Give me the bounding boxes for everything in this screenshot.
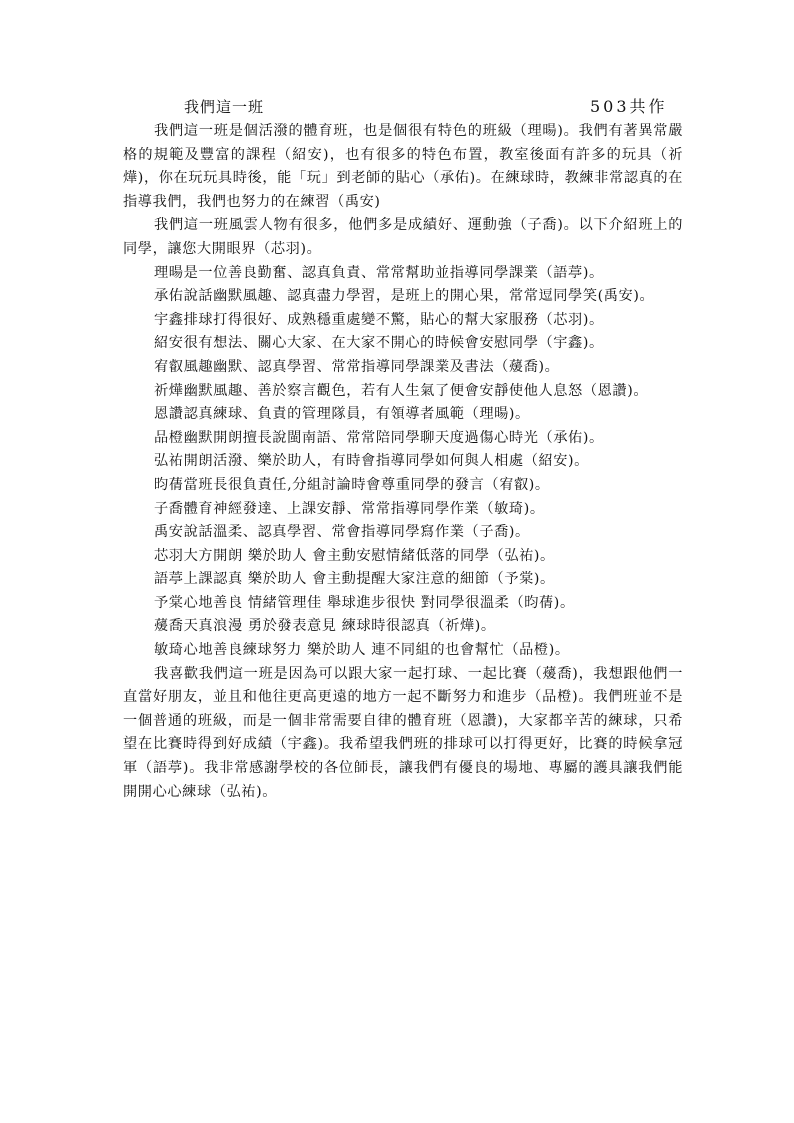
student-description: 敏琦心地善良練球努力 樂於助人 連不同組的也會幫忙（品橙)。 [154, 642, 570, 659]
student-description: 恩讚認真練球、負責的管理隊員，有領導者風範（理暘)。 [154, 406, 530, 423]
student-description: 品橙幽默開朗擅長說閩南語、常常陪同學聊天度過傷心時光（承佑)。 [154, 429, 604, 446]
student-description: 蕿喬天真浪漫 勇於發表意見 練球時很認真（祈燁)。 [154, 618, 496, 635]
intro-paragraph: 我們這一班是個活潑的體育班，也是個很有特色的班級（理暘)。我們有著異常嚴格的規範及豐富的課程（紹安)，也有很多的特色布置，教室後面有許多的玩具（祈燁)，你在玩玩具時後，能「玩」到老師的貼心（承佑)。在練球時，教練非常認真的在指導我們，我們也努力的在練習（禹安) [123, 123, 683, 210]
student-description: 紹安很有想法、關心大家、在大家不開心的時候會安慰同學（宇鑫)。 [154, 335, 604, 352]
student-description: 子喬體育神經發達、上課安靜、常常指導同學作業（敏琦)。 [154, 500, 545, 517]
student-description: 宥叡風趣幽默、認真學習、常常指導同學課業及書法（蕿喬)。 [154, 358, 560, 375]
student-description: 昀蒨當班長很負責任,分組討論時會尊重同學的發言（宥叡)。 [154, 476, 550, 493]
class-label: 503共作 [590, 97, 668, 116]
closing-paragraph: 我喜歡我們這一班是因為可以跟大家一起打球、一起比賽（蕿喬)，我想跟他們一直當好朋友，並且和他往更高更遠的地方一起不斷努力和進步（品橙)。我們班並不是一個普通的班級，而是一個非常需要自律的體育班（恩讚)，大家都辛苦的練球，只希望在比賽時得到好成績（宇鑫)。我希望我們班的排球可以打得更好，比賽的時候拿冠軍（語葶)。我非常感謝學校的各位師長，讓我們有優良的場地、專屬的護具讓我們能開開心心練球（弘祐)。 [123, 665, 683, 800]
student-description: 弘祐開朗活潑、樂於助人，有時會指導同學如何與人相處（紹安)。 [154, 453, 589, 470]
student-description: 禹安說話溫柔、認真學習、常會指導同學寫作業（子喬)。 [154, 524, 530, 541]
student-description: 宇鑫排球打得很好、成熟穩重處變不驚，貼心的幫大家服務（芯羽)。 [154, 311, 604, 328]
student-description: 予棠心地善良 情緒管理佳 舉球進步很快 對同學很溫柔（昀蒨)。 [154, 594, 575, 611]
student-description: 承佑說話幽默風趣、認真盡力學習，是班上的開心果，常常逗同學笑(禹安)。 [154, 288, 655, 305]
document-body [123, 120, 683, 804]
student-description: 芯羽大方開朗 樂於助人 會主動安慰情緒低落的同學（弘祐)。 [154, 547, 555, 564]
student-description: 祈燁幽默風趣、善於察言觀色，若有人生氣了便會安靜使他人息怒（恩讚)。 [154, 382, 649, 399]
student-description: 語葶上課認真 樂於助人 會主動提醒大家注意的細節（予棠)。 [154, 571, 555, 588]
intro-paragraph: 我們這一班風雲人物有很多，他們多是成績好、運動強（子喬)。以下介紹班上的同學，讓您大開眼界（芯羽)。 [123, 217, 683, 257]
student-description: 理暘是一位善良勤奮、認真負責、常常幫助並指導同學課業（語葶)。 [154, 264, 604, 281]
document-title: 我們這一班 [184, 98, 265, 116]
